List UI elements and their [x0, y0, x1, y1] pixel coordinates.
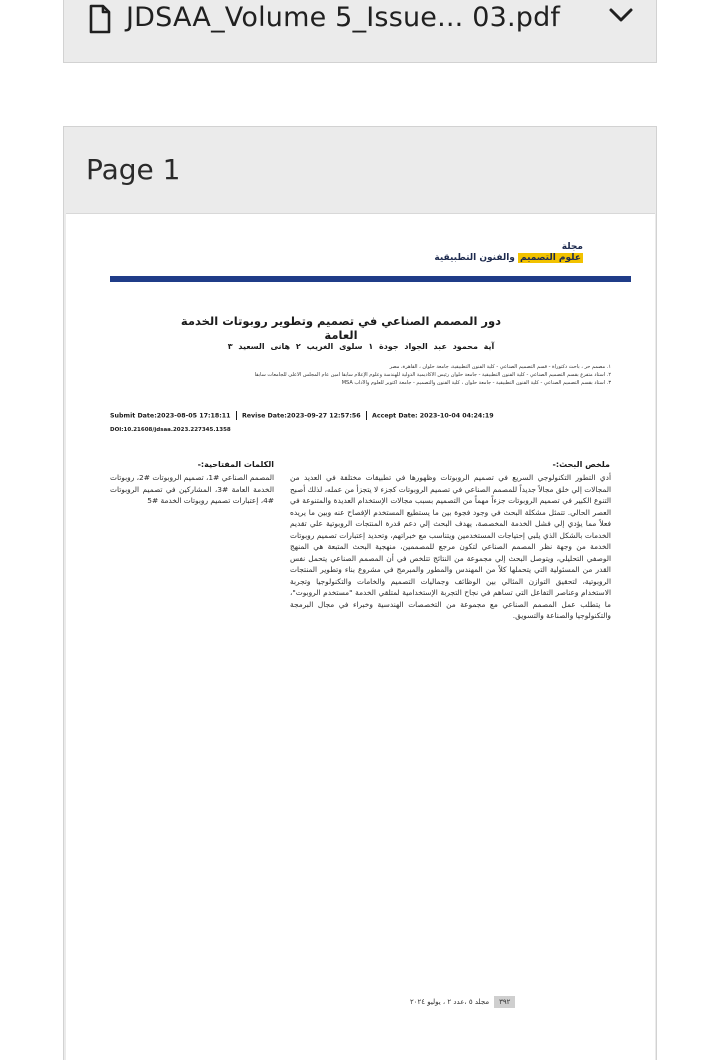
pdf-page[interactable] — [66, 213, 655, 1060]
page-label: Page 1 — [86, 153, 181, 186]
file-name: JDSAA_Volume 5_Issue... 03.pdf — [126, 2, 561, 33]
accept-date: Accept Date: 2023-10-04 04:24:19 — [372, 412, 494, 420]
affiliation-1: ١. مصمم حر ، باحث دكتوراة - قسم التصميم الصناعي - كلية الفنون التطبيقية، جامعة حلوان ، القاهرة، مصر — [389, 364, 611, 370]
page-number: ٣٩٢ — [494, 996, 515, 1008]
affiliation-2: ٢. أستاذ متفرغ بقسم التصميم الصناعي - كلية الفنون التطبيقية - جامعة حلوان رئيس الأكاديمية الدولية للهندسة وعلوم الإعلام سابقا أمين عام المجلس الأعلى للجامعات سابقا — [254, 372, 611, 378]
logo-rest-text: والفنون التطبيقية — [434, 253, 515, 263]
paper-title: دور المصمم الصناعي في تصميم وتطوير روبوتات الخدمة العامة — [180, 314, 502, 342]
doi: DOI:10.21608/jdsaa.2023.227345.1358 — [110, 427, 231, 433]
submit-date: Submit Date:2023-08-05 17:18:11 — [110, 412, 231, 420]
footer-text: مجلد ٥ ،عدد ٢ ، يوليو ٢٠٢٤ — [410, 998, 490, 1006]
journal-logo — [434, 242, 583, 263]
revise-date: Revise Date:2023-09-27 12:57:56 — [241, 412, 361, 420]
authors: آية محمود عبد الجواد جودة ١ سلوى الغريب ٢ هانى السعيد ٣ — [227, 342, 495, 351]
affiliation-3: ٣. أستاذ بقسم التصميم الصناعي - كلية الفنون التطبيقية - جامعة حلوان ، كلية الفنون والتصميم - جامعة أكتوبر للعلوم والآداب MSA — [341, 380, 611, 386]
logo-main-text — [434, 253, 583, 263]
header-rule — [110, 276, 631, 282]
date-separator — [236, 411, 237, 420]
date-separator — [366, 411, 367, 420]
page-panel[interactable] — [63, 126, 657, 1060]
keywords-text: المصمم الصناعي #1، تصميم الروبوتات #2، روبوتات الخدمة العامة #3، المشاركين في تصميم الروبوتات #4، إعتبارات تصميم روبوتات الخدمة #5 — [110, 473, 275, 505]
chevron-down-icon[interactable] — [608, 6, 634, 24]
file-title-bar[interactable] — [63, 0, 657, 63]
keywords-heading: الكلمات المفتاحية:- — [197, 460, 274, 469]
page-footer — [410, 996, 515, 1008]
logo-highlight-text: علوم التصميم — [520, 253, 581, 263]
submission-dates — [110, 411, 494, 420]
abstract-text: أدي التطور التكنولوجي السريع في تصميم الروبوتات وظهورها في تطبيقات مختلفة في العديد من المجالات إلي خلق مجالاً جديداً للمصمم الصناعي في تصميم الروبوتات كجزء لا يتجزأ من عمله، لذلك أصبح التنوع الكبير في تصميم الروبوتات جزءاً مهماً من التصميم بسبب مجالات الإستخدام العديدة والمتنوعة في العصر الحالي. تتمثل مشكلة البحث في وجود فجوة بين ما يستطيع المستخدم الإفصاح عنه وبين ما يريده فعلاً مما يؤدي إلي فشل الخدمة المخصصة، يهدف البحث إلي دعم قدرة المنتجات الروبوتية علي تقديم الخدمات بالشكل الذي يلبي إحتياجات المستخدمين ويتناسب مع خبراتهم، وتحديد إعتبارات تصميم روبوتات الخدمة من وجهة نظر المصمم الصناعي لتكون مرجع للمصممين، منهجية البحث المتبعة هي المنهج الوصفي التحليلي، ويتوصل البحث إلي مجموعة من النتائج تتلخص في أن المصمم الصناعي يتحمل نفس القدر من المسئولية التي يتحملها كلاً من المهندس والمطور والمبرمج في مشروع بناء وتطوير المنتجات الروبوتية، لتحقيق التوازن المثالي بين الوظائف وجماليات التصميم والخامات والتكنولوجيا وتجربة الاستخدام وعناصر التفاعل التي تساهم في نجاح التجربة الإستخدامية لمتلقي الخدمة "مستخدم الروبوت"، ما يتطلب عمل المصمم الصناعي مع مجموعة من التخصصات الهندسية وخبراء في مجال البرمجة والتكنولوجيا والصناعة والتسويق. — [290, 473, 611, 620]
abstract-heading: ملخص البحث:- — [552, 460, 610, 469]
logo-top-text: مجلة — [561, 242, 583, 252]
document-icon — [88, 4, 112, 34]
